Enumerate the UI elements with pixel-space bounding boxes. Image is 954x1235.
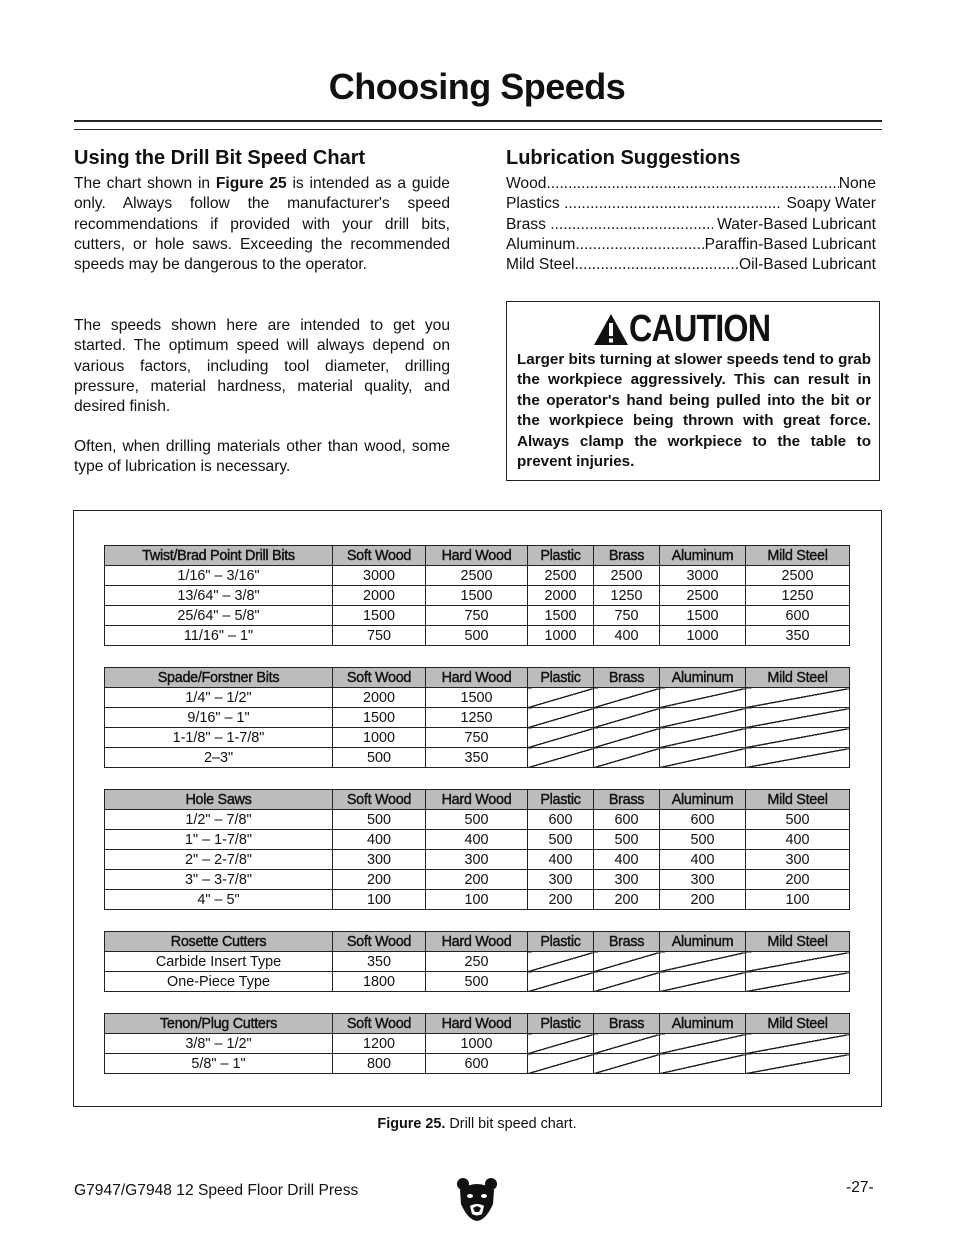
rpm-cell: 1000 (528, 626, 594, 646)
rpm-cell: 1000 (333, 728, 426, 748)
size-cell: One-Piece Type (105, 972, 333, 992)
rpm-cell: 2000 (528, 586, 594, 606)
table-row (105, 566, 850, 586)
rpm-cell: 400 (594, 626, 660, 646)
rpm-cell: 200 (333, 870, 426, 890)
figure-label: Figure 25. (377, 1116, 446, 1132)
rpm-cell: 300 (333, 850, 426, 870)
rpm-cell: 400 (660, 850, 746, 870)
table-header-cell: Plastic (528, 1014, 594, 1034)
not-applicable-cell (660, 748, 746, 768)
lubrication-paragraph: Often, when drilling materials other than wood, some type of lubrication is necessary. (74, 438, 450, 476)
rpm-cell: 600 (660, 810, 746, 830)
lubrication-list (506, 174, 876, 275)
table-row (105, 890, 850, 910)
table-row (105, 1034, 850, 1054)
table-header-cell: Spade/Forstner Bits (105, 668, 333, 688)
rpm-cell: 1500 (333, 606, 426, 626)
rpm-cell: 500 (660, 830, 746, 850)
table-header-cell: Plastic (528, 932, 594, 952)
rpm-cell: 750 (333, 626, 426, 646)
rpm-cell: 500 (746, 810, 850, 830)
bear-head-logo-icon (456, 1176, 498, 1222)
not-applicable-cell (660, 952, 746, 972)
table-header-cell: Plastic (528, 546, 594, 566)
not-applicable-cell (746, 708, 850, 728)
table-row (105, 728, 850, 748)
table-header-row (105, 932, 850, 952)
not-applicable-cell (746, 952, 850, 972)
rpm-cell: 500 (426, 626, 528, 646)
rpm-cell: 1000 (660, 626, 746, 646)
rpm-cell: 500 (333, 748, 426, 768)
table-header-cell: Tenon/Plug Cutters (105, 1014, 333, 1034)
drill-chart-heading: Using the Drill Bit Speed Chart (74, 147, 366, 169)
table-header-cell: Hard Wood (426, 1014, 528, 1034)
table-header-cell: Brass (594, 790, 660, 810)
speeds-paragraph: The speeds shown here are intended to get you started. The optimum speed will always depend on various factors, including tool diameter, drilling pressure, material hardness, material quality, and desired finish. (74, 317, 450, 416)
speed-table (104, 789, 850, 910)
size-cell: 13/64" – 3/8" (105, 586, 333, 606)
size-cell: 1/4" – 1/2" (105, 688, 333, 708)
table-header-cell: Mild Steel (746, 932, 850, 952)
not-applicable-cell (746, 688, 850, 708)
speed-table (104, 1013, 850, 1074)
table-row (105, 748, 850, 768)
rpm-cell: 100 (746, 890, 850, 910)
rpm-cell: 1250 (746, 586, 850, 606)
not-applicable-cell (660, 708, 746, 728)
rpm-cell: 1500 (660, 606, 746, 626)
rpm-cell: 2500 (426, 566, 528, 586)
not-applicable-cell (528, 1054, 594, 1074)
not-applicable-cell (746, 1054, 850, 1074)
rpm-cell: 500 (426, 810, 528, 830)
rpm-cell: 750 (426, 606, 528, 626)
not-applicable-cell (528, 708, 594, 728)
not-applicable-cell (660, 1054, 746, 1074)
table-header-cell: Brass (594, 1014, 660, 1034)
size-cell: Carbide Insert Type (105, 952, 333, 972)
not-applicable-cell (660, 688, 746, 708)
table-header-cell: Mild Steel (746, 668, 850, 688)
rpm-cell: 3000 (333, 566, 426, 586)
lubrication-item: Plastics ..... Soapy Water (506, 194, 876, 214)
title-rule-top (74, 120, 882, 122)
rpm-cell: 2000 (333, 586, 426, 606)
rpm-cell: 350 (333, 952, 426, 972)
rpm-cell: 2000 (333, 688, 426, 708)
rpm-cell: 200 (746, 870, 850, 890)
size-cell: 1" – 1-7/8" (105, 830, 333, 850)
not-applicable-cell (594, 1054, 660, 1074)
caution-label: CAUTION (629, 308, 771, 350)
figure-reference: Figure 25 (215, 175, 287, 192)
table-header-cell: Hard Wood (426, 668, 528, 688)
not-applicable-cell (528, 972, 594, 992)
table-header-cell: Brass (594, 546, 660, 566)
table-header-cell: Soft Wood (333, 1014, 426, 1034)
rpm-cell: 800 (333, 1054, 426, 1074)
not-applicable-cell (594, 728, 660, 748)
size-cell: 11/16" – 1" (105, 626, 333, 646)
not-applicable-cell (528, 952, 594, 972)
rpm-cell: 200 (426, 870, 528, 890)
not-applicable-cell (528, 748, 594, 768)
size-cell: 2" – 2-7/8" (105, 850, 333, 870)
rpm-cell: 1500 (528, 606, 594, 626)
intro-text-a: The chart shown in (74, 175, 216, 192)
intro-paragraph (74, 174, 450, 275)
page-title: Choosing Speeds (328, 66, 626, 107)
rpm-cell: 300 (594, 870, 660, 890)
caution-box (506, 301, 880, 481)
table-header-row (105, 546, 850, 566)
table-header-row (105, 668, 850, 688)
rpm-cell: 1500 (426, 688, 528, 708)
warning-triangle-icon (593, 313, 629, 346)
not-applicable-cell (528, 1034, 594, 1054)
not-applicable-cell (594, 708, 660, 728)
lubrication-heading: Lubrication Suggestions (506, 147, 741, 169)
caution-header (593, 308, 795, 351)
rpm-cell: 500 (426, 972, 528, 992)
rpm-cell: 300 (746, 850, 850, 870)
figure-caption (0, 1116, 954, 1132)
figure-caption-text: Drill bit speed chart. (449, 1116, 577, 1132)
speed-table (104, 667, 850, 768)
size-cell: 3/8" – 1/2" (105, 1034, 333, 1054)
size-cell: 4" – 5" (105, 890, 333, 910)
rpm-cell: 400 (594, 850, 660, 870)
rpm-cell: 600 (594, 810, 660, 830)
rpm-cell: 350 (426, 748, 528, 768)
lubrication-item: Brass ..... Water-Based Lubricant (506, 215, 876, 235)
speed-table (104, 931, 850, 992)
rpm-cell: 750 (594, 606, 660, 626)
rpm-cell: 400 (426, 830, 528, 850)
table-header-cell: Plastic (528, 668, 594, 688)
not-applicable-cell (594, 972, 660, 992)
rpm-cell: 300 (528, 870, 594, 890)
lubrication-item: Wood ..... None (506, 174, 876, 194)
table-row (105, 708, 850, 728)
table-header-cell: Hole Saws (105, 790, 333, 810)
speed-table (104, 545, 850, 646)
not-applicable-cell (594, 688, 660, 708)
not-applicable-cell (660, 1034, 746, 1054)
table-row (105, 972, 850, 992)
rpm-cell: 400 (746, 830, 850, 850)
not-applicable-cell (660, 972, 746, 992)
size-cell: 5/8" – 1" (105, 1054, 333, 1074)
not-applicable-cell (746, 748, 850, 768)
rpm-cell: 600 (528, 810, 594, 830)
table-header-cell: Soft Wood (333, 932, 426, 952)
table-header-cell: Mild Steel (746, 790, 850, 810)
table-header-row (105, 790, 850, 810)
not-applicable-cell (594, 748, 660, 768)
table-header-cell: Hard Wood (426, 932, 528, 952)
rpm-cell: 500 (333, 810, 426, 830)
not-applicable-cell (746, 972, 850, 992)
table-row (105, 606, 850, 626)
rpm-cell: 200 (528, 890, 594, 910)
footer-model: G7947/G7948 12 Speed Floor Drill Press (74, 1182, 359, 1199)
size-cell: 9/16" – 1" (105, 708, 333, 728)
size-cell: 2–3" (105, 748, 333, 768)
not-applicable-cell (594, 1034, 660, 1054)
table-row (105, 688, 850, 708)
table-row (105, 870, 850, 890)
table-header-cell: Aluminum (660, 668, 746, 688)
not-applicable-cell (528, 728, 594, 748)
table-header-cell: Rosette Cutters (105, 932, 333, 952)
table-header-cell: Mild Steel (746, 1014, 850, 1034)
rpm-cell: 600 (746, 606, 850, 626)
table-header-cell: Soft Wood (333, 668, 426, 688)
rpm-cell: 200 (660, 890, 746, 910)
table-header-row (105, 1014, 850, 1034)
rpm-cell: 3000 (660, 566, 746, 586)
not-applicable-cell (528, 688, 594, 708)
table-header-cell: Brass (594, 668, 660, 688)
rpm-cell: 2500 (594, 566, 660, 586)
table-header-cell: Hard Wood (426, 546, 528, 566)
rpm-cell: 250 (426, 952, 528, 972)
rpm-cell: 1500 (426, 586, 528, 606)
not-applicable-cell (746, 1034, 850, 1054)
rpm-cell: 600 (426, 1054, 528, 1074)
rpm-cell: 1800 (333, 972, 426, 992)
lubrication-item: Aluminum ..... Paraffin-Based Lubricant (506, 235, 876, 255)
intro-text-b: is intended as a guide only. Always follow the manufacturer's speed recommendations if provided with your drill bits, cutters, or hole saws. Exceeding the recommended speeds may be dangerous to the operator. (74, 175, 450, 274)
rpm-cell: 2500 (528, 566, 594, 586)
table-row (105, 952, 850, 972)
table-row (105, 626, 850, 646)
size-cell: 3" – 3-7/8" (105, 870, 333, 890)
size-cell: 1-1/8" – 1-7/8" (105, 728, 333, 748)
rpm-cell: 300 (426, 850, 528, 870)
rpm-cell: 1000 (426, 1034, 528, 1054)
page-number: -27- (846, 1179, 874, 1196)
table-header-cell: Aluminum (660, 1014, 746, 1034)
rpm-cell: 100 (333, 890, 426, 910)
rpm-cell: 100 (426, 890, 528, 910)
table-header-cell: Aluminum (660, 546, 746, 566)
table-header-cell: Twist/Brad Point Drill Bits (105, 546, 333, 566)
rpm-cell: 500 (528, 830, 594, 850)
table-header-cell: Hard Wood (426, 790, 528, 810)
lubrication-item: Mild Steel ..... Oil-Based Lubricant (506, 255, 876, 275)
table-header-cell: Mild Steel (746, 546, 850, 566)
table-row (105, 850, 850, 870)
rpm-cell: 300 (660, 870, 746, 890)
caution-text: Larger bits turning at slower speeds tend to grab the workpiece aggressively. This can result in the operator's hand being pulled into the bit or the workpiece being thrown with great force. Always clamp the workpiece to the table to prevent injuries. (517, 351, 871, 471)
rpm-cell: 1250 (594, 586, 660, 606)
table-header-cell: Plastic (528, 790, 594, 810)
size-cell: 1/2" – 7/8" (105, 810, 333, 830)
rpm-cell: 1250 (426, 708, 528, 728)
size-cell: 1/16" – 3/16" (105, 566, 333, 586)
not-applicable-cell (746, 728, 850, 748)
table-row (105, 830, 850, 850)
rpm-cell: 750 (426, 728, 528, 748)
rpm-cell: 500 (594, 830, 660, 850)
table-row (105, 586, 850, 606)
table-header-cell: Soft Wood (333, 790, 426, 810)
rpm-cell: 1500 (333, 708, 426, 728)
table-header-cell: Soft Wood (333, 546, 426, 566)
table-row (105, 810, 850, 830)
table-header-cell: Aluminum (660, 932, 746, 952)
rpm-cell: 400 (333, 830, 426, 850)
table-row (105, 1054, 850, 1074)
table-header-cell: Brass (594, 932, 660, 952)
rpm-cell: 2500 (746, 566, 850, 586)
rpm-cell: 2500 (660, 586, 746, 606)
rpm-cell: 400 (528, 850, 594, 870)
size-cell: 25/64" – 5/8" (105, 606, 333, 626)
rpm-cell: 350 (746, 626, 850, 646)
title-rule-bottom (74, 129, 882, 130)
table-header-cell: Aluminum (660, 790, 746, 810)
rpm-cell: 1200 (333, 1034, 426, 1054)
not-applicable-cell (660, 728, 746, 748)
not-applicable-cell (594, 952, 660, 972)
rpm-cell: 200 (594, 890, 660, 910)
